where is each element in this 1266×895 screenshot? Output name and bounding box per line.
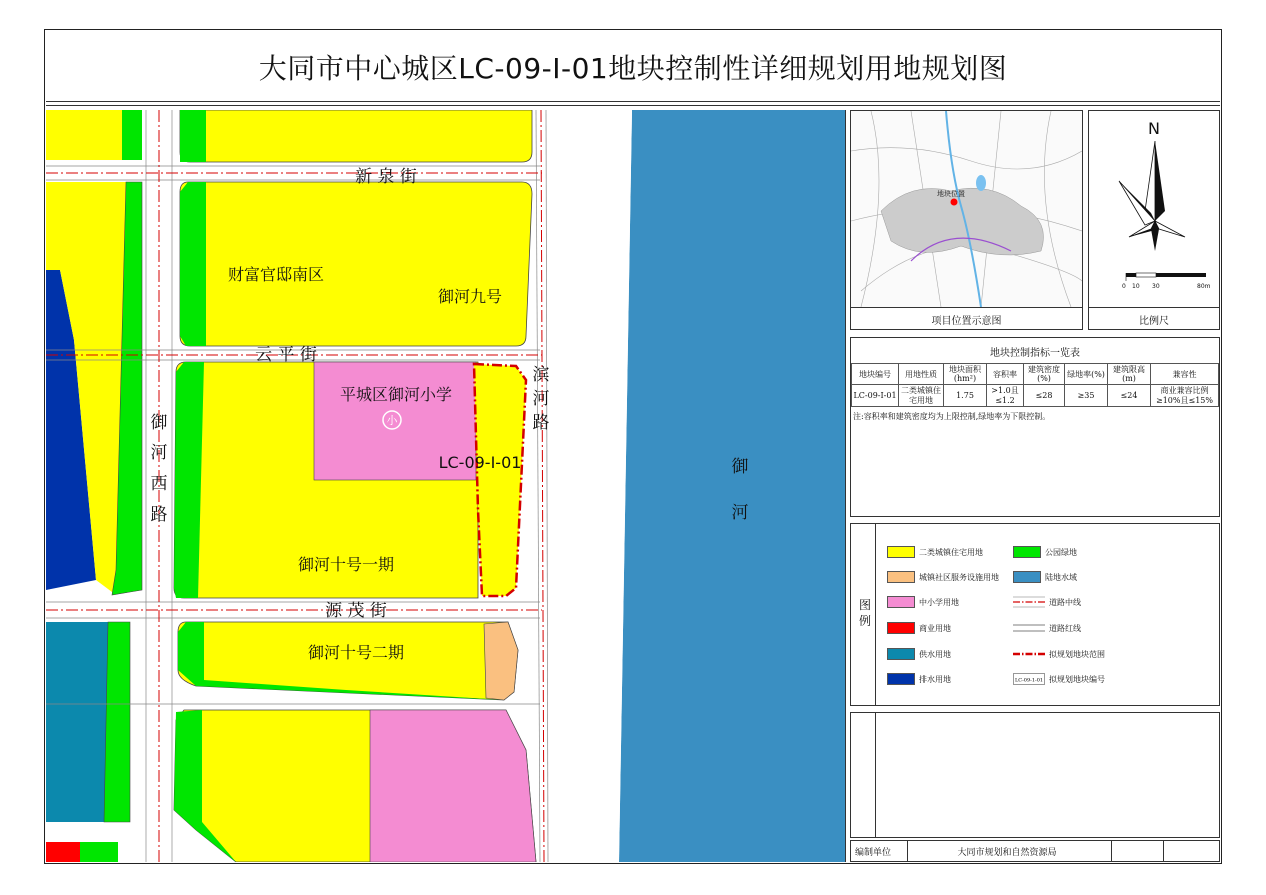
scale-panel — [1088, 110, 1220, 330]
location-sketch-map — [851, 111, 1082, 307]
label-yuhexi-road-2: 河 — [150, 443, 168, 463]
footer-panel — [850, 840, 1220, 862]
table-cell: ≤28 — [1024, 385, 1065, 406]
label-yuhe-10-phase1: 御河十号一期 — [297, 555, 395, 574]
block-lower-left-green — [104, 622, 130, 822]
legend-title-2: 例 — [859, 614, 872, 628]
legend-item — [1013, 546, 1077, 558]
location-caption: 项目位置示意图 — [931, 316, 1002, 327]
label-yunping-street: 云 平 街 — [255, 345, 317, 365]
scale-tick-0: 0 — [1122, 283, 1126, 290]
legend-item — [887, 648, 951, 660]
block-top-left-yellow — [46, 110, 122, 160]
table-cell: LC-09-I-01 — [852, 385, 899, 406]
legend-item — [1013, 622, 1081, 634]
table-header-cell: 地块编号 — [852, 364, 899, 385]
label-xinquan-street: 新 泉 街 — [355, 167, 417, 187]
community-service-site — [484, 622, 518, 700]
label-school: 平城区御河小学 — [339, 385, 453, 404]
table-row — [852, 385, 1219, 406]
table-header-cell: 兼容性 — [1151, 364, 1219, 385]
block-top-center — [180, 110, 532, 162]
table-cell: ≥35 — [1065, 385, 1108, 406]
label-parcel-code: LC-09-I-01 — [438, 453, 522, 472]
legend-item — [887, 546, 983, 558]
legend-swatch — [887, 622, 915, 634]
table-cell: 1.75 — [944, 385, 987, 406]
legend-label: 道路红线 — [1049, 623, 1081, 633]
label-yuhe-10-phase2: 御河十号二期 — [307, 643, 405, 662]
legend-line-swatch — [1013, 622, 1045, 634]
legend-label: 道路中线 — [1049, 597, 1081, 607]
map-canvas — [46, 110, 845, 862]
legend-line-swatch — [1013, 596, 1045, 608]
legend-swatch — [887, 571, 915, 583]
label-yuhe-9: 御河九号 — [437, 287, 503, 306]
block-top-left-green — [122, 110, 142, 160]
legend-label: 城镇社区服务设施用地 — [919, 572, 999, 582]
river-area — [619, 110, 845, 862]
block-caifu — [180, 182, 532, 346]
legend-panel — [850, 523, 1220, 706]
scale-tick-10: 10 — [1132, 283, 1140, 290]
label-yuhexi-road-3: 西 — [150, 474, 168, 494]
table-header-cell: 建筑密度(%) — [1024, 364, 1065, 385]
legend-item — [887, 622, 951, 634]
block-bottom-school — [370, 710, 536, 862]
footer-org: 大同市规划和自然资源局 — [957, 848, 1057, 858]
block-top-center-green — [180, 110, 206, 162]
legend-label: 拟规划地块编号 — [1049, 674, 1105, 684]
block-caifu-green — [180, 182, 206, 346]
indicator-table — [851, 363, 1219, 407]
legend-swatch — [1013, 546, 1041, 558]
legend-swatch — [1013, 571, 1041, 583]
page-title: 大同市中心城区LC-09-I-01地块控制性详细规划用地规划图 — [258, 52, 1008, 85]
footer-label: 编制单位 — [855, 848, 892, 858]
commercial-site-green — [80, 842, 118, 862]
label-river-1: 御 — [731, 457, 749, 477]
table-cell: 商业兼容比例≥10%且≤15% — [1151, 385, 1219, 406]
land-use-map[interactable] — [46, 110, 846, 862]
table-cell: 二类城镇住宅用地 — [899, 385, 944, 406]
label-yuhexi-road-4: 路 — [150, 505, 168, 525]
table-header-cell: 绿地率(%) — [1065, 364, 1108, 385]
scale-caption: 比例尺 — [1139, 316, 1169, 327]
legend-label: 排水用地 — [919, 674, 951, 684]
legend-item — [887, 571, 999, 583]
parcel-lc-09-i-01 — [474, 364, 526, 596]
table-cell: ≤24 — [1108, 385, 1151, 406]
legend-label: 陆地水域 — [1045, 572, 1077, 582]
location-panel — [850, 110, 1083, 330]
legend-swatch — [887, 673, 915, 685]
table-header-cell: 建筑限高(m) — [1108, 364, 1151, 385]
label-yuhexi-road-1: 御 — [150, 413, 168, 433]
table-cell: >1.0且≤1.2 — [987, 385, 1024, 406]
title-divider — [46, 101, 1220, 102]
legend-swatch — [887, 596, 915, 608]
legend-code-text: LC-09-1-01 — [1014, 677, 1044, 684]
water-supply-area — [46, 622, 108, 822]
legend-item — [887, 596, 959, 608]
legend-item — [1013, 673, 1105, 685]
table-header-row — [852, 364, 1219, 385]
legend-label: 公园绿地 — [1045, 547, 1077, 557]
legend-swatch — [887, 648, 915, 660]
scale-tick-30: 30 — [1152, 283, 1160, 290]
legend-item — [887, 673, 951, 685]
legend-item — [1013, 648, 1105, 660]
commercial-site — [46, 842, 80, 862]
location-marker-label: 地块位置 — [937, 190, 965, 198]
legend-label: 拟规划地块范围 — [1049, 649, 1105, 659]
table-header-cell: 容积率 — [987, 364, 1024, 385]
legend-label: 中小学用地 — [919, 597, 959, 607]
notes-panel — [850, 712, 1220, 838]
school-symbol-icon: 小 — [386, 414, 398, 427]
legend-label: 商业用地 — [919, 623, 951, 633]
indicator-table-title: 地块控制指标一览表 — [990, 348, 1080, 359]
legend-line-swatch — [1013, 648, 1045, 660]
north-arrow-icon — [1089, 141, 1219, 291]
label-yuanmao-street: 源 茂 街 — [325, 601, 387, 621]
label-binhe-road-3: 路 — [532, 413, 550, 433]
legend-swatch — [887, 546, 915, 558]
legend-label: 二类城镇住宅用地 — [919, 547, 983, 557]
label-caifu-guandi: 财富官邸南区 — [227, 265, 325, 284]
north-label: N — [1148, 119, 1160, 138]
legend-item — [1013, 571, 1077, 583]
table-header-cell: 地块面积(hm²) — [944, 364, 987, 385]
table-header-cell: 用地性质 — [899, 364, 944, 385]
legend-line-swatch — [1013, 673, 1045, 685]
label-binhe-road-2: 河 — [532, 389, 550, 409]
table-note: 注:容积率和建筑密度均为上限控制,绿地率为下限控制。 — [853, 411, 1051, 421]
label-river-2: 河 — [731, 503, 749, 523]
legend-item — [1013, 596, 1081, 608]
label-binhe-road-1: 滨 — [532, 365, 550, 385]
legend-label: 供水用地 — [919, 649, 951, 659]
indicator-table-panel — [850, 337, 1220, 517]
riverbank-strip — [551, 110, 632, 862]
legend-title-1: 图 — [859, 598, 872, 612]
title-divider-2 — [46, 105, 1220, 106]
scale-tick-80m: 80m — [1197, 283, 1211, 290]
